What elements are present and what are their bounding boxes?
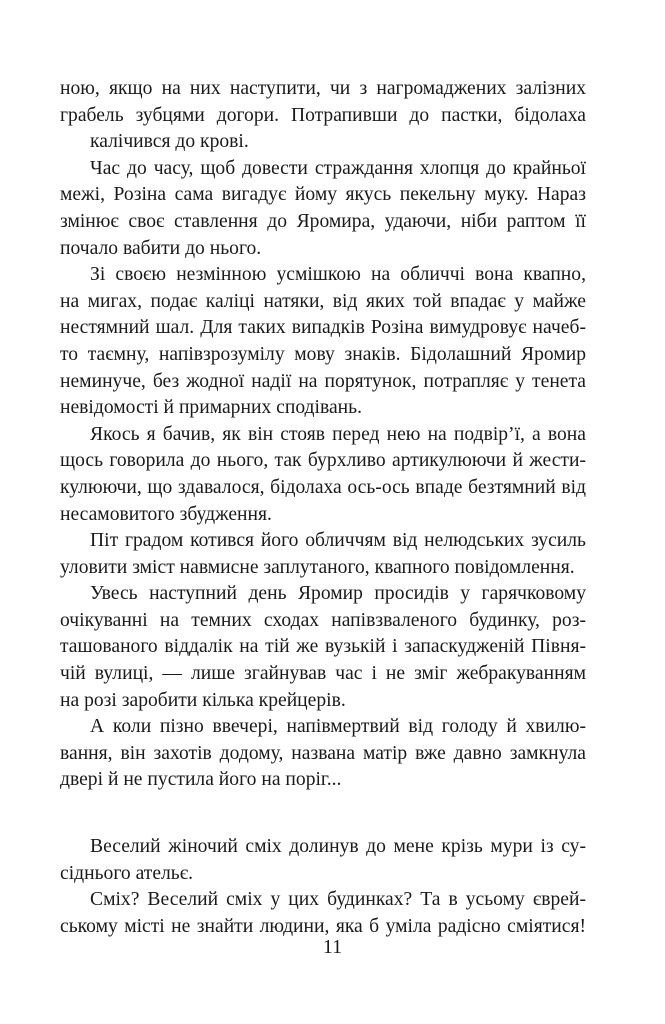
- text-line: змінює своє ставлення до Яромира, удаючи, ніби раптом її: [60, 210, 586, 232]
- text-line: Зі своєю незмінною усмішкою на обличчі вона квапно,: [90, 264, 586, 286]
- text-line: Сміх? Веселий сміх у цих будинках? Та в усьому єврей-: [90, 889, 586, 911]
- text-line: кулюючи, що здавалося, бідолаха ось-ось впаде безтямний від: [60, 476, 586, 498]
- text-line: сіднього ательє.: [60, 862, 194, 884]
- text-line: чій вулиці, — лише згайнував час і не зміг жебракуванням: [60, 663, 586, 685]
- text-line: щось говорила до нього, так бурхливо артикулюючи й жести-: [60, 450, 586, 472]
- text-line: ташованого віддалік на тій же вузькій і запаскудженій Півня-: [60, 636, 586, 658]
- text-line: то таємну, напівзрозумілу мову знаків. Бідолашний Яромир: [60, 343, 586, 365]
- text-line: межі, Розіна сама вигадує йому якусь пекельну муку. Нараз: [60, 184, 586, 206]
- text-line: невідомості й примарних сподівань.: [60, 397, 362, 419]
- text-line: Час до часу, щоб довести страждання хлопця до крайньої: [90, 157, 586, 179]
- page-text: [60, 76, 586, 940]
- text-line: Якось я бачив, як він стояв перед нею на подвір’ї, а вона: [90, 423, 586, 445]
- text-line: очікуванні на темних сходах напівзваленого будинку, роз-: [60, 609, 586, 631]
- text-line: почало вабити до нього.: [60, 237, 262, 259]
- text-line: на мигах, подає каліці натяки, від яких той впадає у майже: [60, 290, 586, 312]
- text-line: ському місті не знайти людини, яка б уміла радісно сміятися!: [60, 915, 586, 937]
- text-line: уловити зміст навмисне заплутаного, квапного повідомлення.: [60, 556, 575, 578]
- text-line: калічився до крові.: [90, 131, 249, 153]
- text-line: на розі заробити кілька крейцерів.: [60, 689, 346, 711]
- text-line: Піт градом котився його обличчям від нелюдських зусиль: [90, 530, 586, 552]
- page-number: 11: [322, 936, 343, 958]
- text-line: нестямний шал. Для таких випадків Розіна вимудровує начеб-: [60, 317, 586, 339]
- text-line: ною, якщо на них наступити, чи з нагромаджених залізних: [60, 78, 586, 99]
- text-line: Увесь наступний день Яромир просидів у гарячковому: [90, 583, 586, 605]
- text-line: грабель зубцями догори. Потрапивши до пастки, бідолаха: [60, 104, 586, 126]
- text-line: несамовитого збудження.: [60, 503, 272, 525]
- text-line: неминуче, без жодної надії на порятунок, потрапляє у тенета: [60, 370, 586, 392]
- text-line: вання, він захотів додому, названа матір вже давно замкнула: [60, 742, 586, 764]
- text-line: Веселий жіночий сміх долинув до мене крізь мури із су-: [90, 836, 586, 858]
- section-break: [60, 794, 586, 834]
- text-line: А коли пізно ввечері, напівмертвий від голоду й хвилю-: [90, 716, 586, 738]
- text-line: двері й не пустила його на поріг...: [60, 769, 342, 791]
